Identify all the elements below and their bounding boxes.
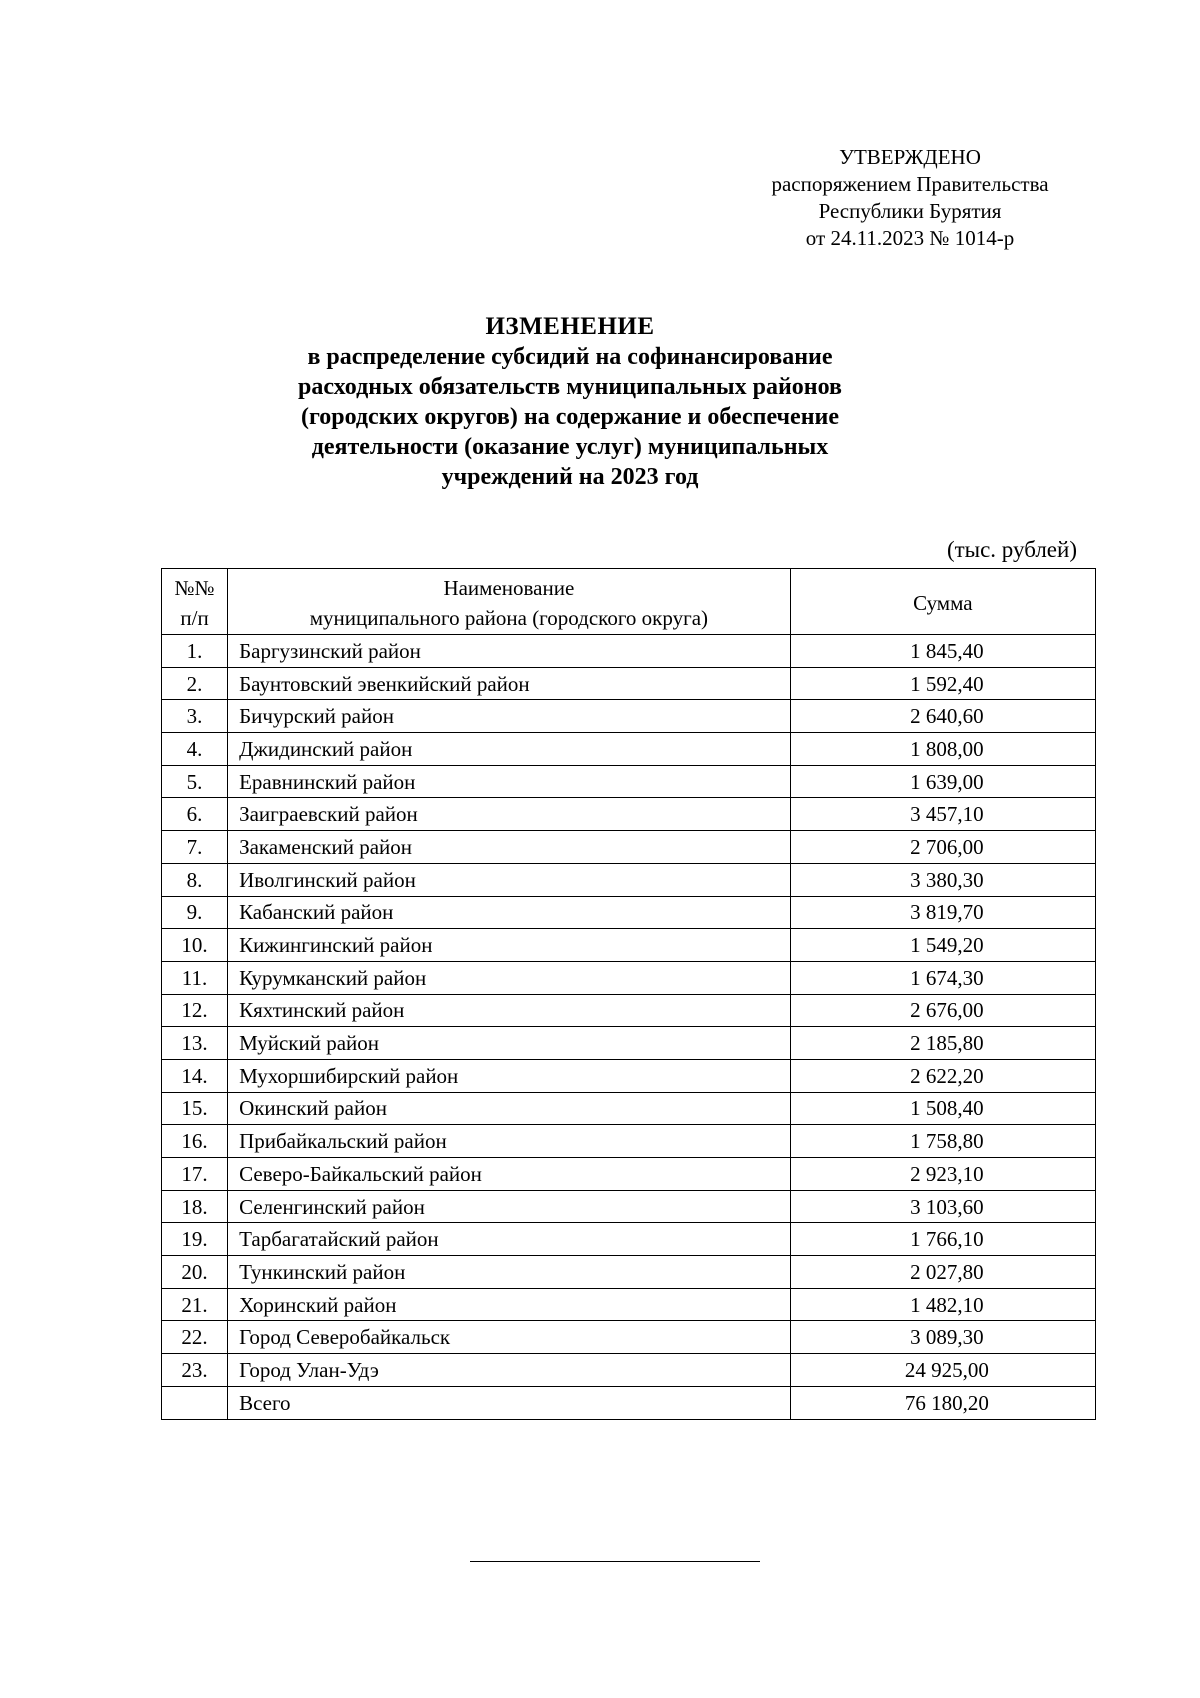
approval-date-number: от 24.11.2023 № 1014-р <box>805 226 1015 250</box>
row-amount: 1 766,10 <box>790 1223 1095 1256</box>
approval-order-line: распоряжением Правительства <box>771 172 1049 196</box>
row-amount: 3 380,30 <box>790 863 1095 896</box>
approval-stamp <box>740 144 1080 252</box>
row-number: 8. <box>162 863 228 896</box>
row-amount: 1 549,20 <box>790 929 1095 962</box>
document-title-line: расходных обязательств муниципальных районов <box>298 374 842 400</box>
document-title-line: (городских округов) на содержание и обеспечение <box>300 404 840 430</box>
header-number <box>162 569 228 635</box>
row-number: 3. <box>162 700 228 733</box>
header-name-line: муниципального района (городского округа) <box>309 605 709 630</box>
table-row <box>162 765 1096 798</box>
row-amount: 1 639,00 <box>790 765 1095 798</box>
table-row <box>162 1223 1096 1256</box>
row-amount: 2 027,80 <box>790 1256 1095 1289</box>
row-district-name: Селенгинский район <box>228 1190 791 1223</box>
table-row <box>162 798 1096 831</box>
row-number: 20. <box>162 1256 228 1289</box>
table-row <box>162 994 1096 1027</box>
row-amount: 1 482,10 <box>790 1288 1095 1321</box>
table-body <box>162 635 1096 1420</box>
table-header <box>162 569 1096 635</box>
table-row <box>162 1125 1096 1158</box>
row-district-name: Окинский район <box>228 1092 791 1125</box>
document-title-main: ИЗМЕНЕНИЕ <box>485 313 655 340</box>
table-header-row <box>162 569 1096 635</box>
approval-heading: УТВЕРЖДЕНО <box>839 145 981 169</box>
row-number: 21. <box>162 1288 228 1321</box>
row-district-name: Мухоршибирский район <box>228 1059 791 1092</box>
end-divider <box>470 1561 760 1562</box>
header-number-line: п/п <box>180 605 209 630</box>
row-amount: 2 640,60 <box>790 700 1095 733</box>
row-number: 13. <box>162 1027 228 1060</box>
table-row <box>162 667 1096 700</box>
row-district-name: Хоринский район <box>228 1288 791 1321</box>
row-amount: 1 592,40 <box>790 667 1095 700</box>
document-title-line: деятельности (оказание услуг) муниципальных <box>311 434 829 460</box>
row-amount: 24 925,00 <box>790 1354 1095 1387</box>
row-amount: 3 089,30 <box>790 1321 1095 1354</box>
units-label: (тыс. рублей) <box>946 537 1077 562</box>
row-number: 5. <box>162 765 228 798</box>
row-district-name: Всего <box>228 1386 791 1419</box>
row-district-name: Еравнинский район <box>228 765 791 798</box>
row-number: 9. <box>162 896 228 929</box>
row-number: 12. <box>162 994 228 1027</box>
subsidy-table <box>161 568 1096 1420</box>
row-number: 19. <box>162 1223 228 1256</box>
row-number: 18. <box>162 1190 228 1223</box>
table-row <box>162 1288 1096 1321</box>
row-amount: 1 758,80 <box>790 1125 1095 1158</box>
row-district-name: Город Улан-Удэ <box>228 1354 791 1387</box>
row-number: 11. <box>162 961 228 994</box>
header-name <box>228 569 791 635</box>
header-sum: Сумма <box>790 569 1095 635</box>
document-title <box>230 312 910 492</box>
table-total-row <box>162 1386 1096 1419</box>
row-number: 14. <box>162 1059 228 1092</box>
row-district-name: Кяхтинский район <box>228 994 791 1027</box>
row-amount: 1 808,00 <box>790 733 1095 766</box>
row-amount: 1 508,40 <box>790 1092 1095 1125</box>
table-row <box>162 1027 1096 1060</box>
row-number: 6. <box>162 798 228 831</box>
table-row <box>162 1190 1096 1223</box>
table-row <box>162 831 1096 864</box>
row-amount: 76 180,20 <box>790 1386 1095 1419</box>
row-amount: 2 923,10 <box>790 1158 1095 1191</box>
table-row <box>162 929 1096 962</box>
row-district-name: Бичурский район <box>228 700 791 733</box>
row-number: 1. <box>162 635 228 668</box>
row-district-name: Кабанский район <box>228 896 791 929</box>
row-number <box>162 1386 228 1419</box>
row-amount: 3 457,10 <box>790 798 1095 831</box>
table-row <box>162 1354 1096 1387</box>
row-amount: 2 676,00 <box>790 994 1095 1027</box>
row-district-name: Муйский район <box>228 1027 791 1060</box>
row-amount: 1 674,30 <box>790 961 1095 994</box>
row-amount: 2 185,80 <box>790 1027 1095 1060</box>
row-number: 16. <box>162 1125 228 1158</box>
header-number-line: №№ <box>174 575 215 600</box>
document-title-line: в распределение субсидий на софинансирование <box>307 344 833 370</box>
row-amount: 3 819,70 <box>790 896 1095 929</box>
table-row <box>162 1321 1096 1354</box>
table-row <box>162 1059 1096 1092</box>
row-district-name: Прибайкальский район <box>228 1125 791 1158</box>
row-number: 10. <box>162 929 228 962</box>
row-district-name: Город Северобайкальск <box>228 1321 791 1354</box>
row-district-name: Джидинский район <box>228 733 791 766</box>
row-number: 7. <box>162 831 228 864</box>
row-district-name: Иволгинский район <box>228 863 791 896</box>
row-district-name: Тарбагатайский район <box>228 1223 791 1256</box>
row-district-name: Кижингинский район <box>228 929 791 962</box>
row-amount: 3 103,60 <box>790 1190 1095 1223</box>
table-row <box>162 896 1096 929</box>
row-number: 15. <box>162 1092 228 1125</box>
header-name-line: Наименование <box>443 575 575 600</box>
table-row <box>162 1092 1096 1125</box>
row-amount: 1 845,40 <box>790 635 1095 668</box>
table-row <box>162 961 1096 994</box>
row-district-name: Северо-Байкальский район <box>228 1158 791 1191</box>
table-row <box>162 1158 1096 1191</box>
row-number: 23. <box>162 1354 228 1387</box>
table-row <box>162 635 1096 668</box>
table-row <box>162 700 1096 733</box>
row-district-name: Закаменский район <box>228 831 791 864</box>
table-row <box>162 733 1096 766</box>
table-row <box>162 1256 1096 1289</box>
approval-authority-line: Республики Бурятия <box>818 199 1002 223</box>
document-title-line: учреждений на 2023 год <box>441 464 699 490</box>
row-district-name: Баунтовский эвенкийский район <box>228 667 791 700</box>
row-number: 22. <box>162 1321 228 1354</box>
row-district-name: Заиграевский район <box>228 798 791 831</box>
row-number: 17. <box>162 1158 228 1191</box>
row-amount: 2 622,20 <box>790 1059 1095 1092</box>
row-district-name: Баргузинский район <box>228 635 791 668</box>
table-row <box>162 863 1096 896</box>
row-amount: 2 706,00 <box>790 831 1095 864</box>
row-number: 2. <box>162 667 228 700</box>
row-district-name: Тункинский район <box>228 1256 791 1289</box>
row-district-name: Курумканский район <box>228 961 791 994</box>
row-number: 4. <box>162 733 228 766</box>
